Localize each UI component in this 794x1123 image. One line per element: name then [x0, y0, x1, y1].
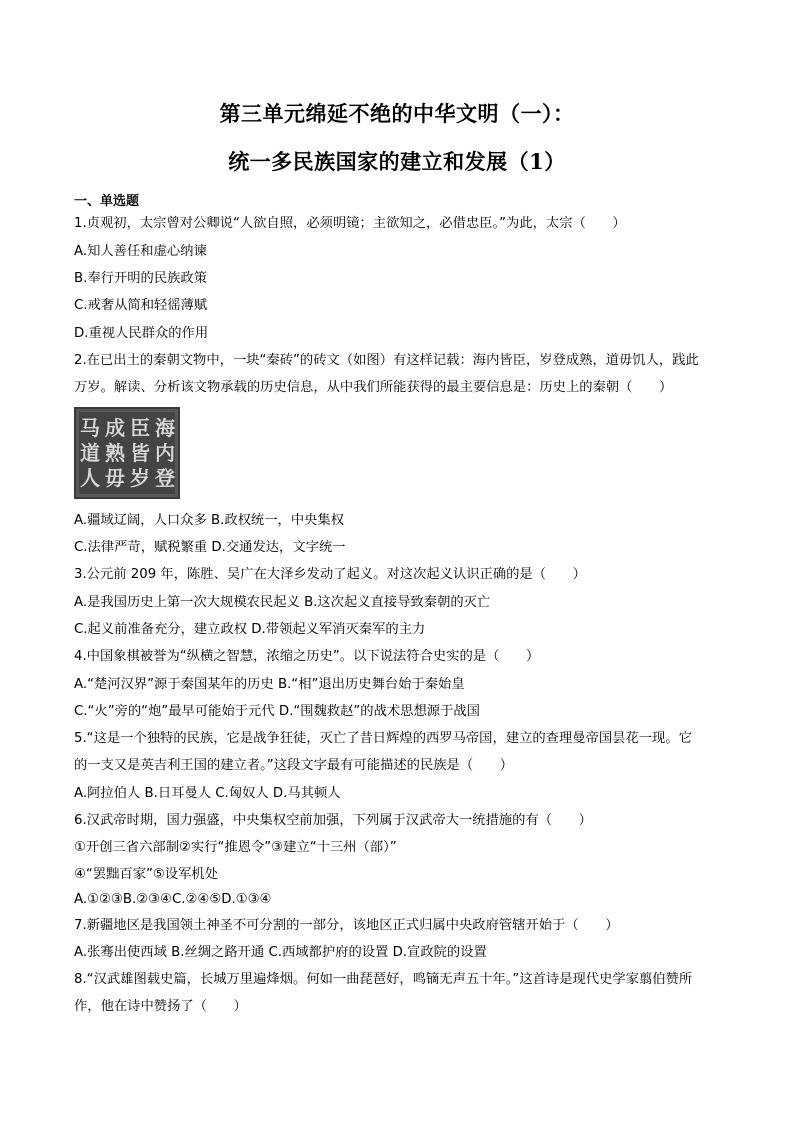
question-6-items-line-1: ①开创三省六部制②实行“推恩令”③建立“十三州（部）” [74, 840, 397, 855]
brick-glyph: 岁 [130, 466, 150, 490]
brick-glyph: 海 [155, 416, 175, 440]
brick-glyph: 成 [105, 416, 125, 440]
question-4-options-cd: C.“火”旁的“炮”最早可能始于元代 D.“围魏救赵”的战术思想源于战国 [74, 704, 480, 719]
brick-glyph: 皆 [130, 441, 150, 465]
question-2-options-ab: A.疆域辽阔，人口众多 B.政权统一，中央集权 [74, 513, 345, 528]
question-2-stem-line-1: 2.在已出土的秦朝文物中，一块“秦砖”的砖文（如图）有这样记载：海内皆臣，岁登成熟，道毋饥人，践此 [74, 353, 699, 368]
brick-glyph: 登 [155, 466, 175, 490]
question-6-items-line-2: ④“罢黜百家”⑤设军机处 [74, 867, 218, 882]
question-5-stem-line-2: 的一支又是英吉利王国的建立者。”这段文字最有可能描述的民族是（ ） [74, 758, 514, 773]
brick-glyph: 马 [80, 416, 100, 440]
qin-brick-image [74, 407, 180, 499]
question-1-option-d: D.重视人民群众的作用 [74, 326, 209, 341]
question-8-stem-line-1: 8.“汉武雄图载史篇，长城万里遍烽烟。何如一曲琵琶好，鸣镝无声五十年。”这首诗是现代史学家翦伯赞所 [74, 972, 693, 987]
document-title-line-2: 统一多民族国家的建立和发展（1） [228, 149, 566, 174]
question-5-stem-line-1: 5.“这是一个独特的民族，它是战争狂徒，灭亡了昔日辉煌的西罗马帝国，建立的查理曼帝国昙花一现。它 [74, 731, 692, 746]
brick-glyph: 熟 [105, 441, 125, 465]
question-3-stem: 3.公元前 209 年，陈胜、吴广在大泽乡发动了起义。对这次起义认识正确的是（ ） [74, 567, 586, 582]
question-4-stem: 4.中国象棋被誉为“纵横之智慧，浓缩之历史”。以下说法符合史实的是（ ） [74, 649, 540, 664]
question-8-stem-line-2: 作，他在诗中赞扬了（ ） [74, 999, 247, 1014]
question-6-stem: 6.汉武帝时期，国力强盛，中央集权空前加强，下列属于汉武帝大一统措施的有（ ） [74, 813, 592, 828]
brick-glyph: 内 [155, 441, 175, 465]
brick-glyph: 臣 [130, 416, 150, 440]
question-6-options: A.①②③B.②③④C.②④⑤D.①③④ [74, 892, 272, 907]
question-7-options: A.张骞出使西域 B.丝绸之路开通 C.西域都护府的设置 D.宣政院的设置 [74, 945, 487, 960]
question-1-option-b: B.奉行开明的民族政策 [74, 271, 208, 286]
question-4-options-ab: A.“楚河汉界”源于秦国某年的历史 B.“相”退出历史舞台始于秦始皇 [74, 677, 465, 692]
section-heading: 一、单选题 [74, 194, 140, 209]
question-2-options-cd: C.法律严苛，赋税繁重 D.交通发达，文字统一 [74, 540, 346, 555]
brick-glyph: 毋 [105, 466, 125, 490]
question-1-option-c: C.戒奢从简和轻徭薄赋 [74, 298, 208, 313]
question-3-options-cd: C.起义前准备充分，建立政权 D.带领起义军消灭秦军的主力 [74, 622, 426, 637]
document-title-line-1: 第三单元绵延不绝的中华文明（一）： [219, 101, 575, 126]
brick-glyph: 人 [80, 466, 100, 490]
question-1-stem: 1.贞观初，太宗曾对公卿说“人欲自照，必须明镜；主欲知之，必借忠臣。”为此，太宗（ ） [74, 216, 626, 231]
question-3-options-ab: A.是我国历史上第一次大规模农民起义 B.这次起义直接导致秦朝的灭亡 [74, 595, 491, 610]
question-2-stem-line-2: 万岁。解读、分析该文物承载的历史信息，从中我们所能获得的最主要信息是：历史上的秦朝（ ） [74, 380, 673, 395]
question-7-stem: 7.新疆地区是我国领土神圣不可分割的一部分，该地区正式归属中央政府管辖开始于（ ） [74, 918, 619, 933]
brick-glyph: 道 [80, 441, 100, 465]
question-5-options: A.阿拉伯人 B.日耳曼人 C.匈奴人 D.马其顿人 [74, 786, 341, 801]
question-1-option-a: A.知人善任和虚心纳谏 [74, 244, 207, 259]
